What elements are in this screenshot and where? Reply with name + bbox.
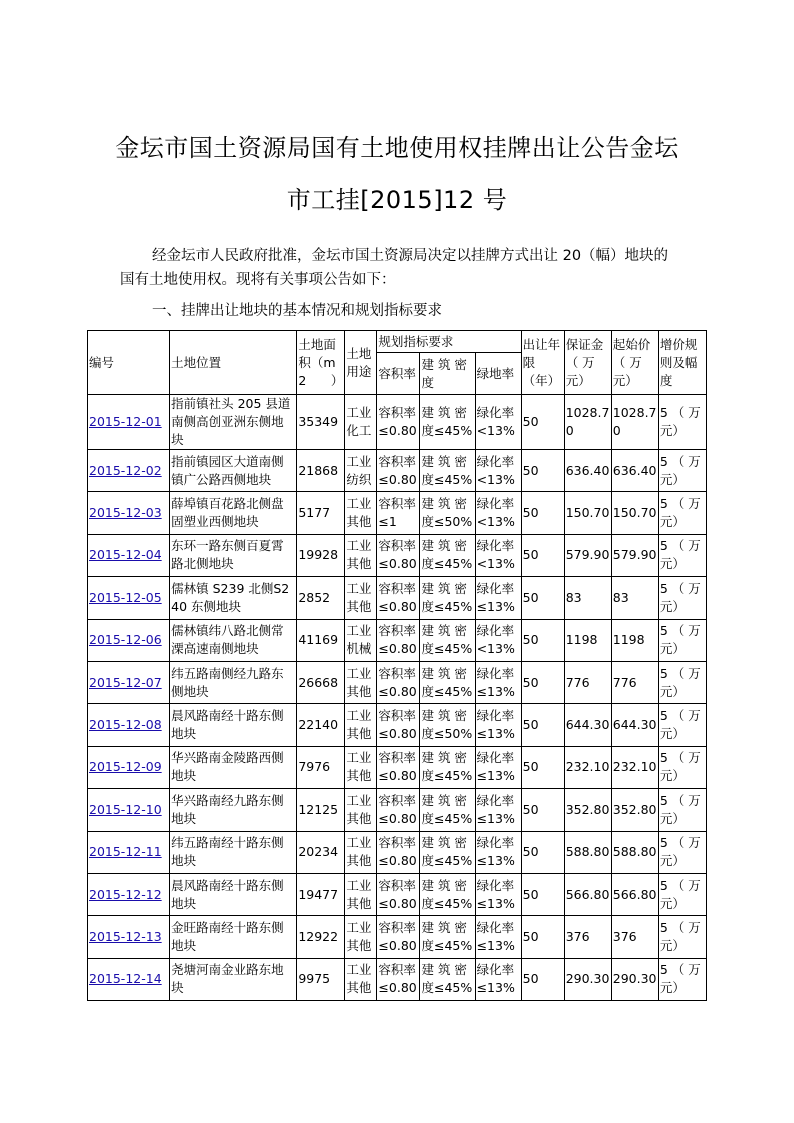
parcel-id-link[interactable]: 2015-12-03: [89, 505, 162, 521]
table-row: [88, 916, 707, 958]
cell-term: 50: [521, 704, 564, 746]
table-row: [88, 789, 707, 831]
cell-increment: 5 （ 万元）: [658, 492, 706, 534]
cell-increment: 5 （ 万元）: [658, 746, 706, 788]
cell-location: 指前镇园区大道南侧镇广公路西侧地块: [170, 450, 297, 492]
cell-increment: 5 （ 万元）: [658, 831, 706, 873]
cell-area: 21868: [297, 450, 345, 492]
cell-start-price: 776: [611, 661, 658, 703]
cell-deposit: 352.80: [564, 789, 611, 831]
cell-density: 建 筑 密度≤45%: [420, 450, 475, 492]
cell-id: [88, 450, 170, 492]
header-term: 出让年限（年）: [521, 331, 564, 395]
header-use: 土地用途: [345, 331, 377, 395]
cell-far: 容积率≤0.80: [377, 831, 420, 873]
cell-use: 工业其他: [345, 916, 377, 958]
cell-green: 绿化率≤13%: [475, 577, 521, 619]
cell-far: 容积率≤0.80: [377, 958, 420, 1000]
cell-far: 容积率≤0.80: [377, 534, 420, 576]
cell-term: 50: [521, 395, 564, 450]
header-start-price: 起始价（ 万元）: [611, 331, 658, 395]
table-row: [88, 534, 707, 576]
cell-location: 华兴路南经九路东侧地块: [170, 789, 297, 831]
cell-increment: 5 （ 万元）: [658, 577, 706, 619]
cell-increment: 5 （ 万元）: [658, 619, 706, 661]
cell-start-price: 588.80: [611, 831, 658, 873]
cell-density: 建 筑 密度≤45%: [420, 831, 475, 873]
parcel-id-link[interactable]: 2015-12-10: [89, 801, 162, 817]
cell-green: 绿化率≤13%: [475, 704, 521, 746]
cell-start-price: 566.80: [611, 873, 658, 915]
cell-id: [88, 619, 170, 661]
cell-start-price: 1028.70: [611, 395, 658, 450]
cell-green: 绿化率<13%: [475, 619, 521, 661]
cell-far: 容积率≤0.80: [377, 916, 420, 958]
table-row: [88, 746, 707, 788]
parcel-id-link[interactable]: 2015-12-06: [89, 632, 162, 648]
cell-area: 19477: [297, 873, 345, 915]
cell-area: 12922: [297, 916, 345, 958]
cell-area: 7976: [297, 746, 345, 788]
cell-deposit: 1028.70: [564, 395, 611, 450]
cell-increment: 5 （ 万元）: [658, 958, 706, 1000]
cell-use: 工业其他: [345, 577, 377, 619]
cell-far: 容积率≤0.80: [377, 395, 420, 450]
table-row: [88, 958, 707, 1000]
cell-density: 建 筑 密度≤45%: [420, 661, 475, 703]
cell-id: [88, 873, 170, 915]
cell-use: 工业其他: [345, 534, 377, 576]
cell-id: [88, 534, 170, 576]
cell-id: [88, 661, 170, 703]
header-far: 容积率: [377, 353, 420, 395]
cell-id: [88, 746, 170, 788]
parcel-id-link[interactable]: 2015-12-11: [89, 844, 162, 860]
cell-term: 50: [521, 492, 564, 534]
cell-term: 50: [521, 958, 564, 1000]
cell-id: [88, 492, 170, 534]
cell-deposit: 232.10: [564, 746, 611, 788]
cell-location: 晨风路南经十路东侧地块: [170, 704, 297, 746]
cell-location: 晨风路南经十路东侧地块: [170, 873, 297, 915]
land-parcel-table: [87, 330, 707, 1001]
parcel-id-link[interactable]: 2015-12-04: [89, 547, 162, 563]
cell-location: 儒林镇 S239 北侧S240 东侧地块: [170, 577, 297, 619]
cell-far: 容积率≤0.80: [377, 789, 420, 831]
cell-area: 2852: [297, 577, 345, 619]
cell-location: 指前镇社头 205 县道南侧高创亚洲东侧地块: [170, 395, 297, 450]
cell-density: 建 筑 密度≤45%: [420, 789, 475, 831]
parcel-id-link[interactable]: 2015-12-01: [89, 414, 162, 429]
document-title-line2: 市工挂[2015]12 号: [286, 186, 508, 214]
cell-term: 50: [521, 577, 564, 619]
table-row: [88, 873, 707, 915]
header-location: 土地位置: [170, 331, 297, 395]
cell-location: 薛埠镇百花路北侧盘固塑业西侧地块: [170, 492, 297, 534]
parcel-id-link[interactable]: 2015-12-07: [89, 674, 162, 690]
cell-increment: 5 （ 万元）: [658, 534, 706, 576]
cell-increment: 5 （ 万元）: [658, 395, 706, 450]
cell-increment: 5 （ 万元）: [658, 661, 706, 703]
cell-far: 容积率≤0.80: [377, 577, 420, 619]
cell-term: 50: [521, 789, 564, 831]
cell-deposit: 290.30: [564, 958, 611, 1000]
cell-green: 绿化率≤13%: [475, 873, 521, 915]
cell-term: 50: [521, 619, 564, 661]
cell-term: 50: [521, 450, 564, 492]
cell-density: 建 筑 密度≤45%: [420, 746, 475, 788]
cell-area: 22140: [297, 704, 345, 746]
cell-area: 26668: [297, 661, 345, 703]
cell-area: 12125: [297, 789, 345, 831]
cell-start-price: 232.10: [611, 746, 658, 788]
cell-density: 建 筑 密度≤45%: [420, 873, 475, 915]
cell-increment: 5 （ 万元）: [658, 873, 706, 915]
cell-use: 工业其他: [345, 831, 377, 873]
header-id: 编号: [88, 331, 170, 395]
table-row: [88, 450, 707, 492]
cell-deposit: 776: [564, 661, 611, 703]
cell-term: 50: [521, 873, 564, 915]
cell-density: 建 筑 密度≤50%: [420, 704, 475, 746]
cell-start-price: 83: [611, 577, 658, 619]
cell-deposit: 588.80: [564, 831, 611, 873]
cell-density: 建 筑 密度≤45%: [420, 577, 475, 619]
cell-id: [88, 789, 170, 831]
cell-far: 容积率≤0.80: [377, 704, 420, 746]
cell-use: 工业其他: [345, 958, 377, 1000]
cell-start-price: 290.30: [611, 958, 658, 1000]
cell-use: 工业其他: [345, 789, 377, 831]
header-plan: 规划指标要求: [377, 331, 521, 353]
cell-location: 东环一路东侧百夏霄路北侧地块: [170, 534, 297, 576]
cell-id: [88, 395, 170, 450]
cell-far: 容积率≤1: [377, 492, 420, 534]
parcel-id-link[interactable]: 2015-12-02: [89, 462, 162, 478]
cell-deposit: 1198: [564, 619, 611, 661]
parcel-id-link[interactable]: 2015-12-14: [89, 971, 162, 987]
cell-start-price: 376: [611, 916, 658, 958]
cell-green: 绿化率≤13%: [475, 746, 521, 788]
cell-green: 绿化率<13%: [475, 450, 521, 492]
cell-increment: 5 （ 万元）: [658, 450, 706, 492]
table-row: [88, 831, 707, 873]
cell-start-price: 1198: [611, 619, 658, 661]
parcel-id-link[interactable]: 2015-12-13: [89, 928, 162, 944]
cell-use: 工业机械: [345, 619, 377, 661]
cell-far: 容积率≤0.80: [377, 873, 420, 915]
cell-id: [88, 916, 170, 958]
cell-id: [88, 704, 170, 746]
table-row: [88, 661, 707, 703]
table-row: [88, 619, 707, 661]
cell-id: [88, 958, 170, 1000]
cell-deposit: 376: [564, 916, 611, 958]
cell-green: 绿化率<13%: [475, 395, 521, 450]
cell-use: 工业其他: [345, 704, 377, 746]
cell-density: 建 筑 密度≤45%: [420, 916, 475, 958]
cell-start-price: 636.40: [611, 450, 658, 492]
cell-deposit: 566.80: [564, 873, 611, 915]
cell-location: 尧塘河南金业路东地块: [170, 958, 297, 1000]
cell-start-price: 579.90: [611, 534, 658, 576]
cell-far: 容积率≤0.80: [377, 661, 420, 703]
cell-start-price: 644.30: [611, 704, 658, 746]
cell-deposit: 83: [564, 577, 611, 619]
cell-increment: 5 （ 万元）: [658, 916, 706, 958]
cell-location: 纬五路南经十路东侧地块: [170, 831, 297, 873]
table-row: [88, 704, 707, 746]
table-row: [88, 577, 707, 619]
cell-far: 容积率≤0.80: [377, 450, 420, 492]
cell-green: 绿化率≤13%: [475, 958, 521, 1000]
parcel-id-link[interactable]: 2015-12-09: [89, 759, 162, 775]
cell-area: 20234: [297, 831, 345, 873]
cell-location: 金旺路南经十路东侧地块: [170, 916, 297, 958]
cell-green: 绿化率<13%: [475, 492, 521, 534]
cell-area: 35349: [297, 395, 345, 450]
cell-location: 纬五路南侧经九路东侧地块: [170, 661, 297, 703]
header-density: 建 筑 密度: [420, 353, 475, 395]
cell-start-price: 150.70: [611, 492, 658, 534]
cell-id: [88, 831, 170, 873]
cell-use: 工业其他: [345, 746, 377, 788]
cell-deposit: 579.90: [564, 534, 611, 576]
cell-density: 建 筑 密度≤50%: [420, 492, 475, 534]
cell-term: 50: [521, 831, 564, 873]
table-row: [88, 492, 707, 534]
cell-green: 绿化率<13%: [475, 534, 521, 576]
parcel-id-link[interactable]: 2015-12-08: [89, 717, 162, 733]
parcel-id-link[interactable]: 2015-12-05: [89, 589, 162, 605]
cell-location: 儒林镇纬八路北侧常溧高速南侧地块: [170, 619, 297, 661]
section-heading: 一、挂牌出让地块的基本情况和规划指标要求: [152, 303, 442, 319]
cell-start-price: 352.80: [611, 789, 658, 831]
cell-green: 绿化率≤13%: [475, 916, 521, 958]
cell-deposit: 636.40: [564, 450, 611, 492]
cell-use: 工业其他: [345, 492, 377, 534]
header-area: 土地面积（m2）: [297, 331, 345, 395]
cell-term: 50: [521, 746, 564, 788]
cell-term: 50: [521, 534, 564, 576]
cell-id: [88, 577, 170, 619]
cell-area: 5177: [297, 492, 345, 534]
cell-deposit: 644.30: [564, 704, 611, 746]
cell-far: 容积率≤0.80: [377, 746, 420, 788]
cell-use: 工业其他: [345, 661, 377, 703]
cell-deposit: 150.70: [564, 492, 611, 534]
cell-green: 绿化率≤13%: [475, 789, 521, 831]
parcel-id-link[interactable]: 2015-12-12: [89, 886, 162, 902]
cell-density: 建 筑 密度≤45%: [420, 395, 475, 450]
header-increment: 增价规则及幅度: [658, 331, 706, 395]
header-green: 绿地率: [475, 353, 521, 395]
cell-density: 建 筑 密度≤45%: [420, 534, 475, 576]
cell-term: 50: [521, 916, 564, 958]
cell-location: 华兴路南金陵路西侧地块: [170, 746, 297, 788]
cell-area: 9975: [297, 958, 345, 1000]
intro-paragraph: 经金坛市人民政府批准，金坛市国土资源局决定以挂牌方式出让 20（幅）地块的国有土地使用权。现将有关事项公告如下：: [120, 248, 669, 288]
table-row: [88, 395, 707, 450]
document-title-line1: 金坛市国土资源局国有土地使用权挂牌出让公告金坛: [115, 134, 679, 162]
cell-green: 绿化率≤13%: [475, 661, 521, 703]
cell-density: 建 筑 密度≤45%: [420, 958, 475, 1000]
cell-term: 50: [521, 661, 564, 703]
cell-increment: 5 （ 万元）: [658, 704, 706, 746]
cell-use: 工业其他: [345, 873, 377, 915]
cell-use: 工业化工: [345, 395, 377, 450]
cell-use: 工业纺织: [345, 450, 377, 492]
cell-area: 41169: [297, 619, 345, 661]
header-deposit: 保证金（ 万元）: [564, 331, 611, 395]
cell-far: 容积率≤0.80: [377, 619, 420, 661]
cell-green: 绿化率≤13%: [475, 831, 521, 873]
cell-area: 19928: [297, 534, 345, 576]
cell-increment: 5 （ 万元）: [658, 789, 706, 831]
cell-density: 建 筑 密度≤45%: [420, 619, 475, 661]
